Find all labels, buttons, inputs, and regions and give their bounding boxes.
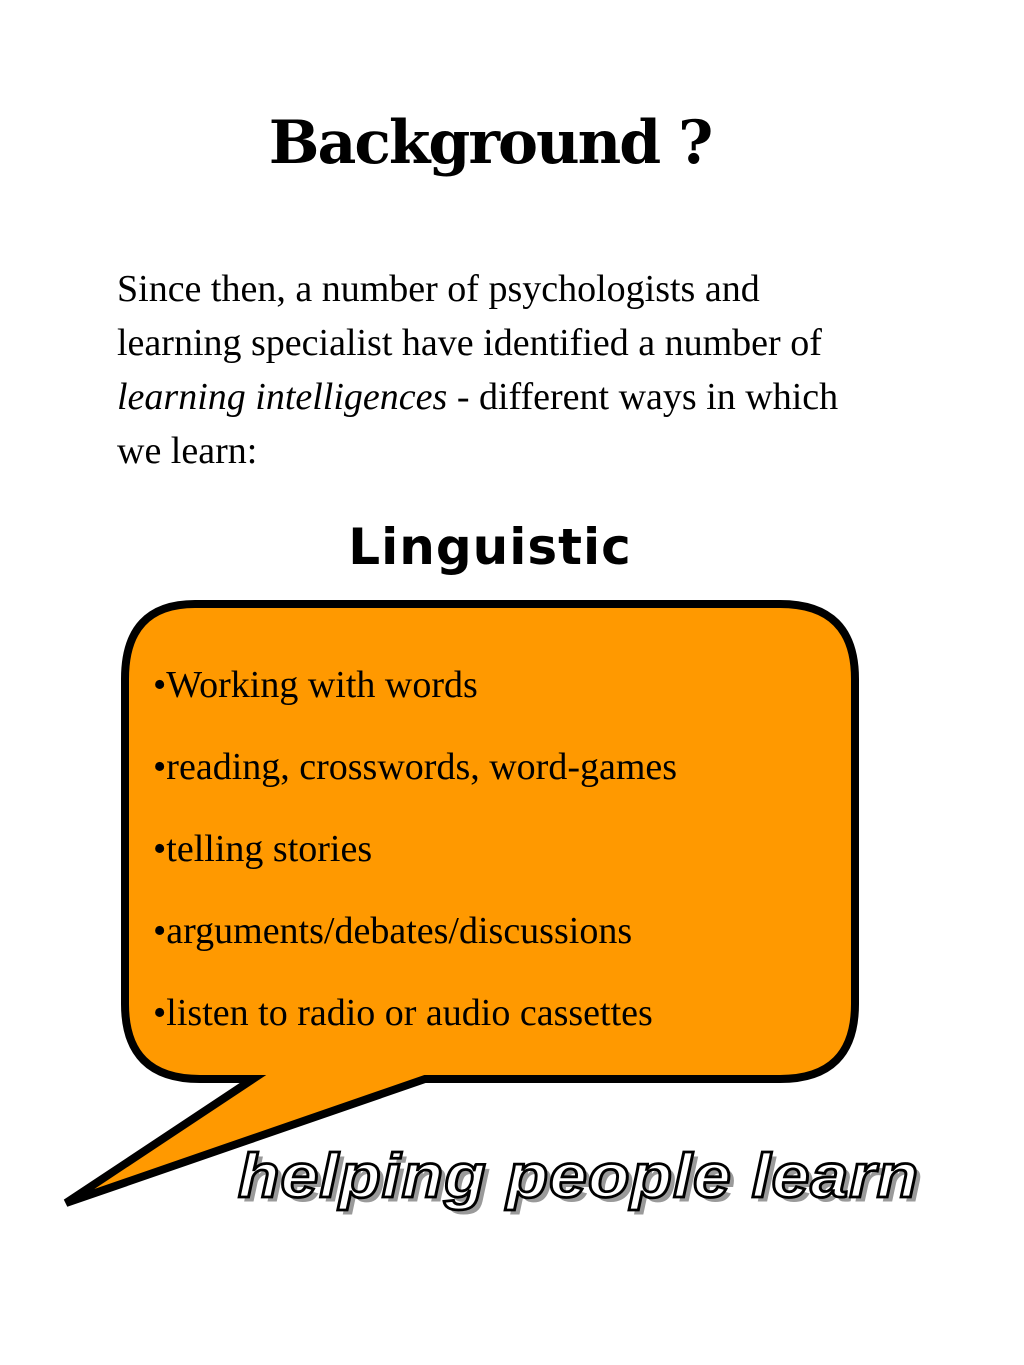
tagline-wordart: helping people learn bbox=[238, 1140, 920, 1211]
intro-text-end: - different ways in which we learn: bbox=[117, 376, 839, 472]
list-item: •telling stories bbox=[153, 828, 373, 870]
list-item: •reading, crosswords, word-games bbox=[153, 746, 678, 788]
list-item: •Working with words bbox=[153, 664, 478, 706]
intro-text-start: Since then, a number of psychologists and learning specialist have identified a number of bbox=[117, 268, 822, 364]
slide-title: Background ? bbox=[268, 108, 712, 178]
list-item: •listen to radio or audio cassettes bbox=[153, 992, 653, 1034]
list-item: •arguments/debates/discussions bbox=[153, 910, 633, 952]
bullet-list bbox=[153, 656, 843, 1066]
intro-emphasis: learning intelligences bbox=[117, 376, 448, 418]
section-heading: Linguistic bbox=[348, 518, 632, 576]
